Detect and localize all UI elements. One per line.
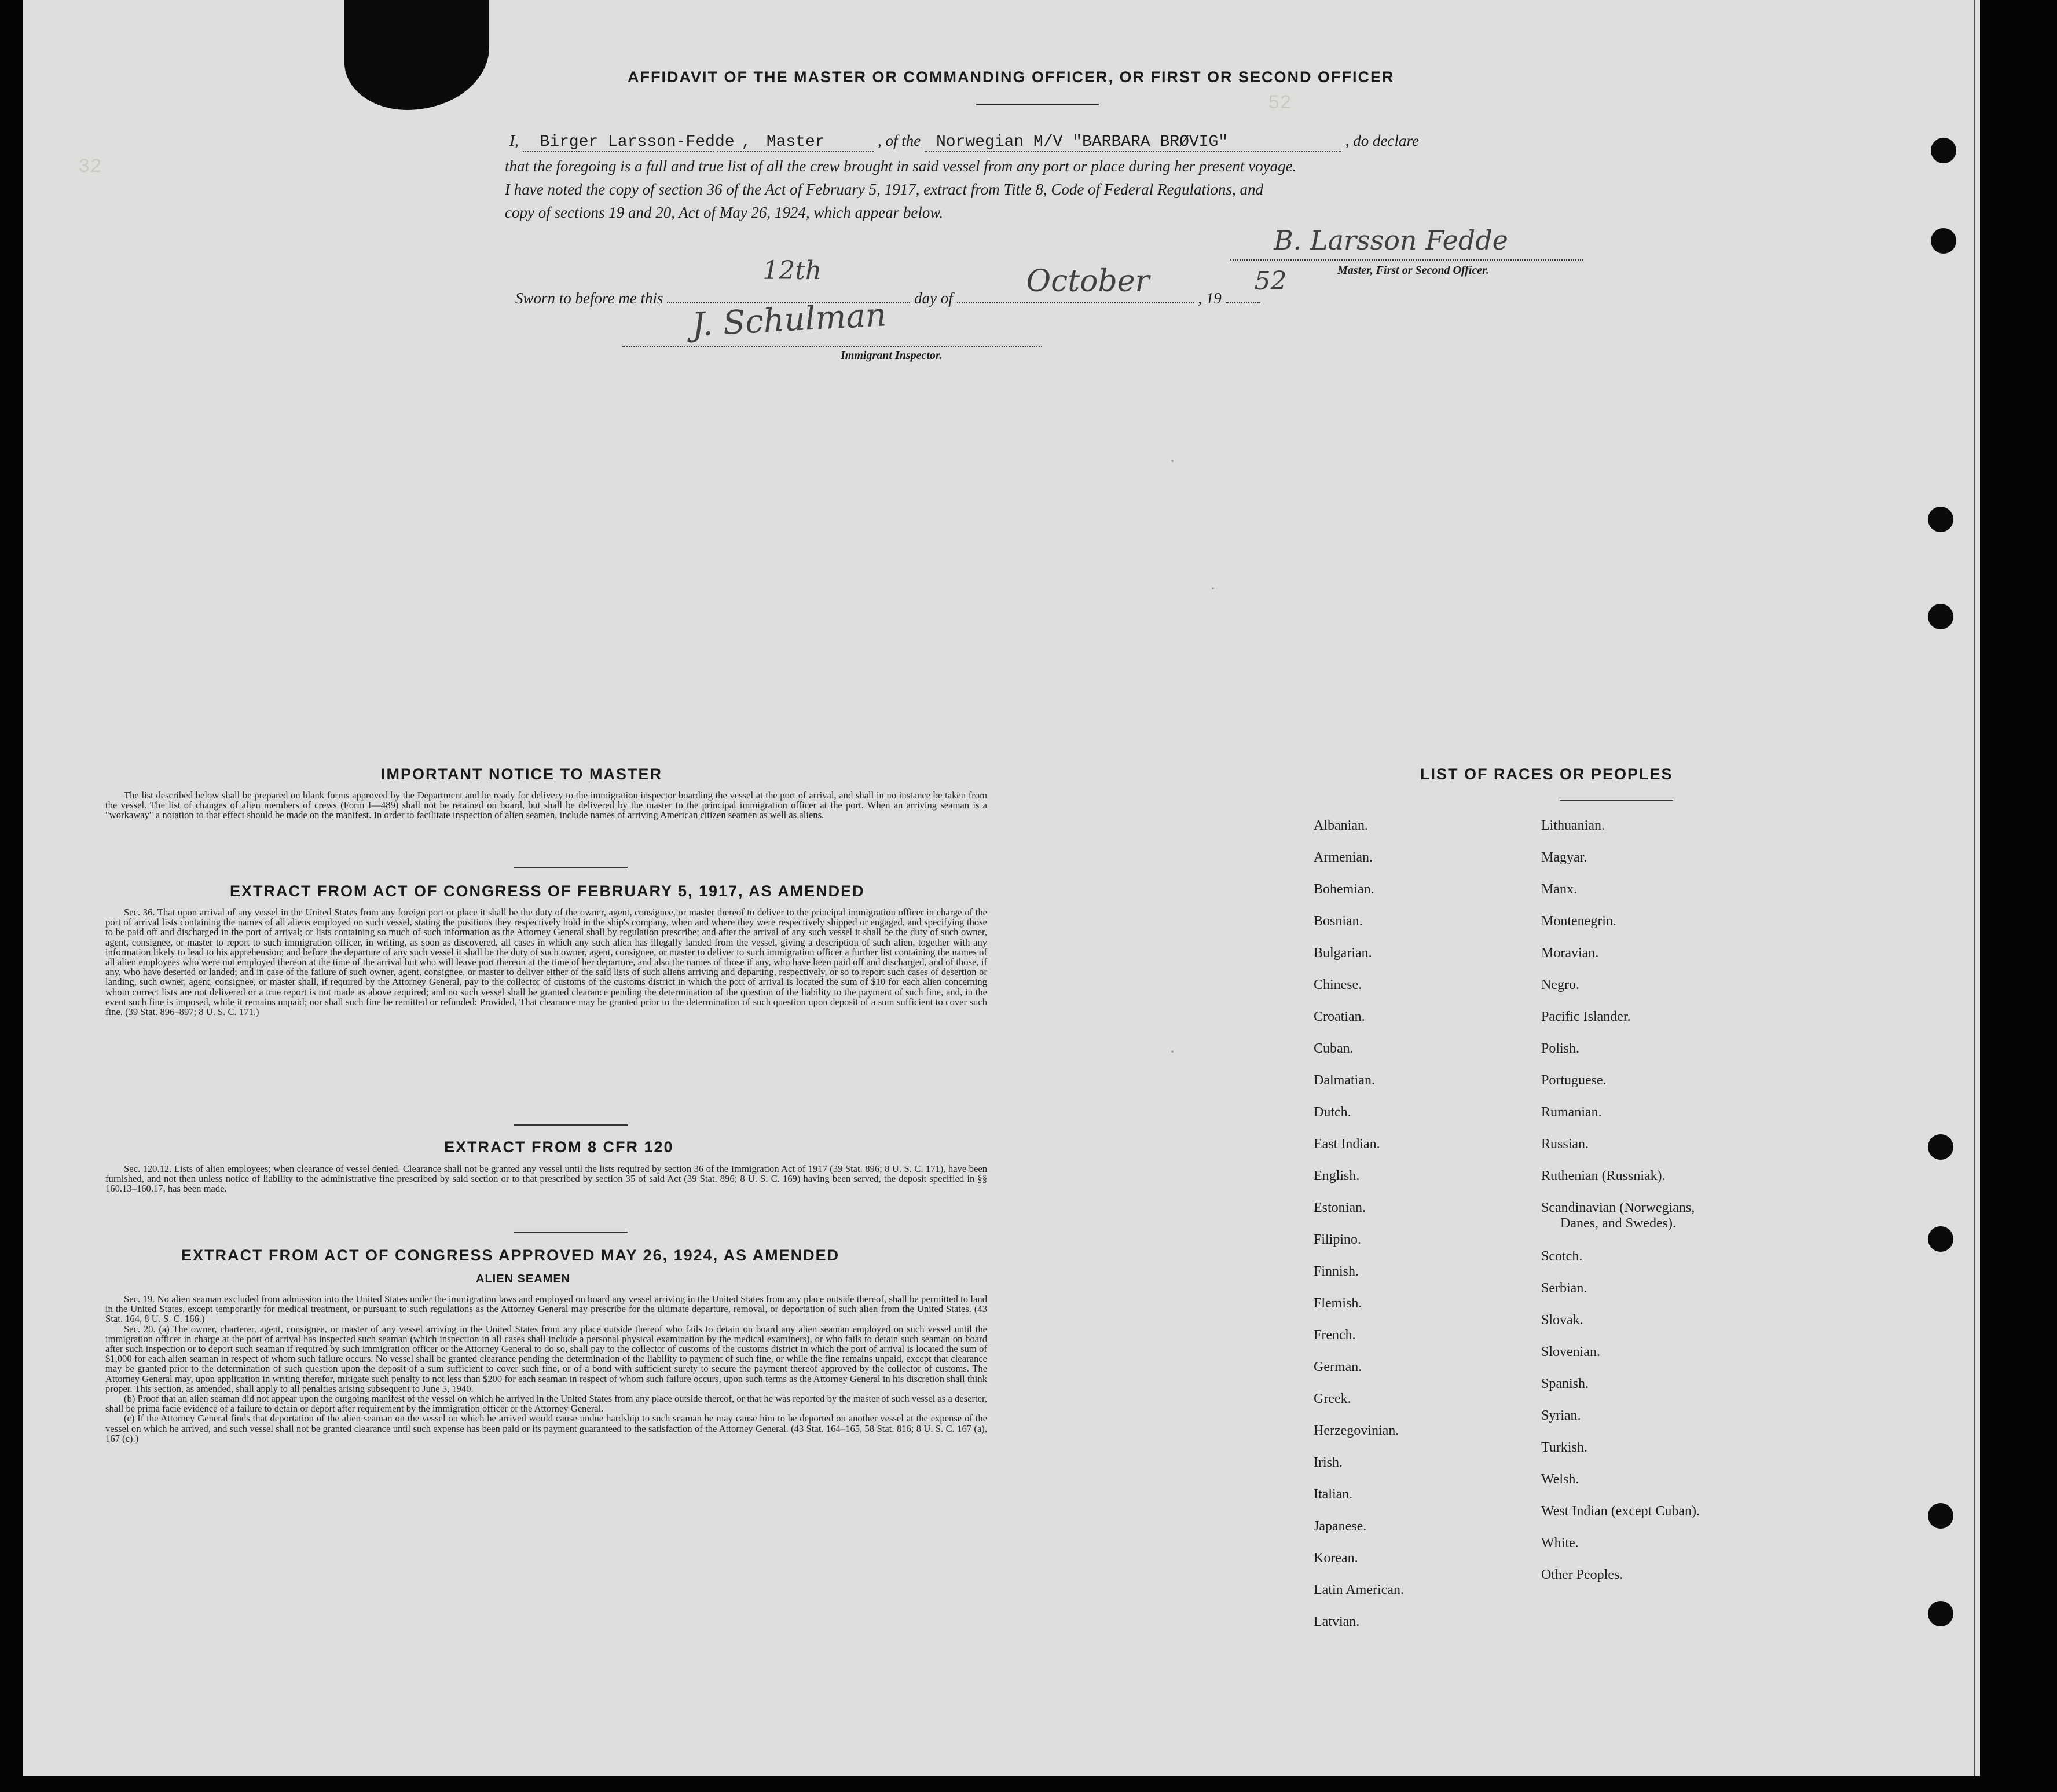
race-item: Scandinavian (Norwegians, — [1541, 1200, 1695, 1215]
sworn-label: Sworn to before me this — [515, 289, 663, 307]
divider — [514, 1232, 628, 1233]
affidavit-line-4: copy of sections 19 and 20, Act of May 26, 1924, which appear below. — [505, 204, 944, 221]
race-item: White. — [1541, 1536, 1579, 1551]
master-name: Birger Larsson-Fedde — [540, 133, 735, 151]
extract-1917-text — [105, 907, 987, 1017]
sworn-year-field — [1226, 266, 1287, 303]
race-item: German. — [1314, 1359, 1362, 1375]
race-item: Herzegovinian. — [1314, 1423, 1399, 1438]
year-label: , 19 — [1198, 289, 1222, 307]
race-item: Portuguese. — [1541, 1073, 1607, 1088]
bleed-through-mark: · — [1169, 1042, 1175, 1061]
master-signature-line — [1230, 259, 1583, 261]
race-item: Italian. — [1314, 1487, 1353, 1502]
bleed-through-mark: · — [1210, 579, 1216, 598]
page-edge — [1974, 0, 1975, 1776]
race-item: Manx. — [1541, 882, 1577, 897]
binder-hole — [1931, 138, 1956, 163]
race-item: Dalmatian. — [1314, 1073, 1375, 1088]
extract-cfr-text — [105, 1164, 987, 1194]
affidavit-line-2: that the foregoing is a full and true list of all the crew brought in said vessel from any port or place during her present voyage. — [505, 157, 1297, 175]
race-item: English. — [1314, 1168, 1360, 1183]
race-item: Rumanian. — [1541, 1105, 1602, 1120]
race-item: Irish. — [1314, 1455, 1343, 1470]
extract-1924-title: EXTRACT FROM ACT OF CONGRESS APPROVED MAY 26, 1924, AS AMENDED — [181, 1247, 840, 1264]
affidavit-line-3: I have noted the copy of section 36 of the Act of February 5, 1917, extract from Title 8, Code of Federal Regulations, and — [505, 181, 1264, 198]
race-item: Finnish. — [1314, 1264, 1359, 1279]
race-item: Armenian. — [1314, 850, 1373, 865]
race-item: East Indian. — [1314, 1137, 1380, 1152]
affidavit-prefix: I, — [509, 132, 519, 149]
master-name-field — [523, 132, 751, 152]
race-item: Ruthenian (Russniak). — [1541, 1168, 1666, 1183]
race-item: Polish. — [1541, 1041, 1580, 1056]
master-label: Master, First or Second Officer. — [1337, 264, 1489, 277]
race-item: Danes, and Swedes). — [1560, 1216, 1676, 1231]
sworn-month-field — [957, 264, 1194, 303]
vessel-field — [925, 132, 1341, 152]
race-item: Pacific Islander. — [1541, 1009, 1631, 1024]
race-item: Syrian. — [1541, 1408, 1581, 1423]
binder-hole — [1928, 1503, 1953, 1529]
race-item: Lithuanian. — [1541, 818, 1605, 833]
bleed-through-mark: 32 — [78, 156, 102, 178]
section-20a-paragraph: Sec. 20. (a) The owner, charterer, agent, consignee, or master of any vessel arriving in the United States from any place outside thereof who fails to detain on board any alien seaman employed on such vessel until the immigration officer in charge at the port of arrival has inspected such seaman (which inspection in all cases shall include a personal physical examination by the medical examiners), or who fails to detain such seaman on board after such inspection or to deport such seaman if required by such immigration officer or the Attorney General to do so, shall pay to the collector of customs of the customs district in which the port of arrival is located the sum of $1,000 for each alien seaman in respect of whom such failure occurs. No vessel shall be granted clearance pending the determination of the liability to payment of such fine, or while the fine remains unpaid, except that clearance may be granted prior to the determination of such question upon the deposit of a sum sufficient to cover such fine, or of a bond with sufficient surety to secure the payment thereof approved by the collector of customs. The Attorney General may, upon application in writing therefor, mitigate such penalty to not less than $200 for each seaman in respect of whom such failure occurs, upon such terms as the Attorney General in his discretion shall think proper. This section, as amended, shall apply to all penalties arising subsequent to June 5, 1940. — [105, 1323, 987, 1394]
divider — [514, 1124, 628, 1126]
section-20c-paragraph: (c) If the Attorney General finds that deportation of the alien seaman on the vessel on which he arrived would cause undue hardship to such seaman he may cause him to be deported on another vessel at the expense of the vessel on which he arrived, and such vessel shall not be granted clearance until such expense has been paid or its payment guaranteed to the satisfaction of the Attorney General. (43 Stat. 164–165, 58 Stat. 816; 8 U. S. C. 167 (a), 167 (c).) — [105, 1413, 987, 1444]
rank-field — [717, 132, 874, 152]
binder-hole — [1931, 228, 1956, 254]
master-name-comma: , — [741, 133, 751, 151]
sworn-day: 12th — [762, 256, 822, 285]
section-20b-paragraph: (b) Proof that an alien seaman did not appear upon the outgoing manifest of the vessel on which he arrived in the United States from any place outside thereof, or that he was reported by the master of such vessel as a deserter, shall be prima facie evidence of a failure to detain or deport after requirement by the immigration officer or the Attorney General. — [105, 1393, 987, 1414]
race-item: Japanese. — [1314, 1519, 1367, 1534]
race-item: Croatian. — [1314, 1009, 1365, 1024]
race-item: Korean. — [1314, 1551, 1358, 1566]
affidavit-line-1 — [509, 132, 1419, 152]
binder-hole — [1928, 507, 1953, 532]
of-the-label: , of the — [878, 132, 921, 149]
master-rank: Master — [766, 133, 825, 151]
day-of-label: day of — [914, 289, 953, 307]
vessel-name: Norwegian M/V "BARBARA BRØVIG" — [936, 133, 1229, 151]
race-item: Latvian. — [1314, 1614, 1360, 1629]
extract-cfr-title: EXTRACT FROM 8 CFR 120 — [444, 1138, 674, 1156]
race-item: Turkish. — [1541, 1440, 1587, 1455]
bleed-through-mark: · — [1169, 452, 1175, 471]
race-item: Latin American. — [1314, 1582, 1404, 1597]
divider — [1560, 800, 1673, 801]
binder-hole — [1928, 604, 1953, 629]
race-item: Slovenian. — [1541, 1344, 1600, 1359]
notice-paragraph: The list described below shall be prepared on blank forms approved by the Department and be ready for delivery to the immigration inspector boarding the vessel at the port of arrival, and shall in no instance be taken from the vessel. The list of changes of alien members of crews (Form I—489) shall not be retained on board, but shall be delivered by the master to the principal immigration officer at the port. When an arriving seaman is a "workaway" a notation to that effect should be made on the manifest. In order to facilitate inspection of alien seamen, include names of arriving American citizen seamen as well as aliens. — [105, 790, 987, 821]
sworn-line — [515, 256, 1287, 307]
inspector-signature-line — [622, 346, 1042, 347]
sworn-year: 52 — [1254, 266, 1287, 296]
race-item: Albanian. — [1314, 818, 1368, 833]
race-item: Flemish. — [1314, 1296, 1362, 1311]
race-item: West Indian (except Cuban). — [1541, 1504, 1700, 1519]
race-item: Serbian. — [1541, 1281, 1587, 1296]
race-item: Estonian. — [1314, 1200, 1366, 1215]
torn-corner — [344, 0, 489, 110]
extract-1924-subtitle: ALIEN SEAMEN — [476, 1273, 571, 1285]
race-item: Greek. — [1314, 1391, 1351, 1406]
document-page — [23, 0, 1980, 1776]
races-title: LIST OF RACES OR PEOPLES — [1420, 765, 1673, 783]
extract-1917-paragraph: Sec. 36. That upon arrival of any vessel in the United States from any foreign port or place it shall be the duty of the owner, agent, consignee, or master thereof to deliver to the principal immigration officer in charge of the port of arrival lists containing the names of all aliens employed on such vessel, stating the positions they respectively hold in the ship's company, when and where they were respectively shipped or engaged, and specifying those to be paid off and discharged in the port of arrival; or lists containing so much of such information as the Attorney General shall by regulation prescribe; and after the arrival of any such vessel it shall be the duty of such owner, agent, consignee, or master to report to such immigration officer, in writing, as soon as discovered, all cases in which any such alien has illegally landed from the vessel, giving a description of such alien, together with any information likely to lead to his apprehension; and before the departure of any such vessel it shall be the duty of such owner, agent, consignee, or master to deliver to such immigration officer a further list containing the names of all alien employees who were not employed thereon at the time of the arrival but who will leave port thereon at the time of her departure, and also the names of those if any, who have been paid off and discharged, and of those, if any, who have deserted or landed; and in case of the failure of such owner, agent, consignee, or master to deliver either of the said lists of such aliens arriving and departing, respectively, or so to report such cases of desertion or landing, such owner, agent, consignee, or master shall, if required by the Attorney General, pay to the collector of customs of the customs district in which the port of arrival is located the sum of $10 for each alien concerning whom correct lists are not delivered or a true report is not made as above required; and no such vessel shall be granted clearance pending the determination of the question of the liability to the payment of such fine, and, in the event such fine is imposed, while it remains unpaid; nor shall such fine be remitted or refunded: Provided, That clearance may be granted prior to the determination of such question upon deposit of a sum sufficient to cover such fine. (39 Stat. 896–897; 8 U. S. C. 171.) — [105, 907, 987, 1018]
race-item: Filipino. — [1314, 1232, 1362, 1247]
divider — [976, 104, 1099, 105]
section-19-paragraph: Sec. 19. No alien seaman excluded from admission into the United States under the immigration laws and employed on board any vessel arriving in the United States from any place outside thereof, shall be permitted to land in the United States, except temporarily for medical treatment, or pursuant to such regulations as the Attorney General may prescribe for the ultimate departure, removal, or deportation of such alien from the United States. (43 Stat. 164, 8 U. S. C. 166.) — [105, 1293, 987, 1325]
race-item: Spanish. — [1541, 1376, 1589, 1391]
affidavit-title: AFFIDAVIT OF THE MASTER OR COMMANDING OFFICER, OR FIRST OR SECOND OFFICER — [628, 68, 1395, 86]
binder-hole — [1928, 1226, 1953, 1252]
race-item: Chinese. — [1314, 977, 1362, 992]
race-item: Bohemian. — [1314, 882, 1374, 897]
inspector-label: Immigrant Inspector. — [841, 349, 943, 362]
binder-hole — [1928, 1134, 1953, 1160]
race-item: Slovak. — [1541, 1313, 1583, 1328]
extract-1924-text — [105, 1294, 987, 1443]
race-item: Russian. — [1541, 1137, 1589, 1152]
divider — [514, 867, 628, 868]
race-item: French. — [1314, 1328, 1356, 1343]
race-item: Montenegrin. — [1541, 914, 1616, 929]
extract-cfr-paragraph: Sec. 120.12. Lists of alien employees; when clearance of vessel denied. Clearance shall not be granted any vessel until the lists required by section 36 of the Immigration Act of 1917 (39 Stat. 896; 8 U. S. C. 171), have been furnished, and not then unless notice of liability to the administrative fine prescribed by said section or to that prescribed by section 35 of said Act (39 Stat. 896; 8 U. S. C. 169) having been served, the deposit specified in §§ 160.13–160.17, has been made. — [105, 1163, 987, 1194]
race-item: Magyar. — [1541, 850, 1587, 865]
inspector-signature: J. Schulman — [691, 296, 888, 344]
notice-text — [105, 790, 987, 820]
race-item: Bosnian. — [1314, 914, 1363, 929]
do-declare-label: , do declare — [1345, 132, 1419, 149]
race-item: Cuban. — [1314, 1041, 1354, 1056]
master-signature: B. Larsson Fedde — [1274, 225, 1508, 256]
race-item: Other Peoples. — [1541, 1567, 1623, 1582]
race-item: Scotch. — [1541, 1249, 1583, 1264]
race-item: Negro. — [1541, 977, 1579, 992]
extract-1917-title: EXTRACT FROM ACT OF CONGRESS OF FEBRUARY 5, 1917, AS AMENDED — [230, 882, 865, 900]
binder-hole — [1928, 1601, 1953, 1626]
race-item: Dutch. — [1314, 1105, 1351, 1120]
race-item: Welsh. — [1541, 1472, 1579, 1487]
race-item: Moravian. — [1541, 946, 1599, 961]
race-item: Bulgarian. — [1314, 946, 1372, 961]
sworn-month: October — [1026, 264, 1150, 299]
notice-title: IMPORTANT NOTICE TO MASTER — [381, 765, 662, 783]
bleed-through-mark: 52 — [1268, 93, 1292, 115]
